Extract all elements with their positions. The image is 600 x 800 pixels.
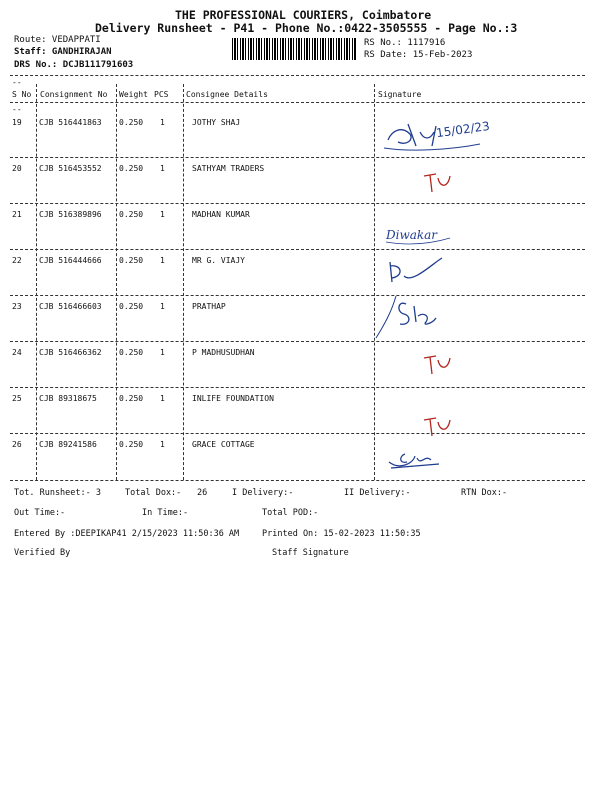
row-dots: -- bbox=[12, 105, 22, 114]
signature-row-19 bbox=[380, 112, 505, 156]
row-pcs: 1 bbox=[160, 118, 165, 127]
staff-label: Staff: GANDHIRAJAN bbox=[14, 47, 112, 57]
row-consignment: CJB 516453552 bbox=[39, 164, 102, 173]
row-rule bbox=[10, 295, 585, 296]
row-rule bbox=[10, 249, 585, 250]
signature-row-25 bbox=[418, 412, 458, 442]
signature-date: 15/02/23 bbox=[435, 118, 491, 141]
i-delivery: I Delivery:- bbox=[232, 488, 294, 498]
row-pcs: 1 bbox=[160, 348, 165, 357]
staff-signature: Staff Signature bbox=[272, 548, 349, 558]
row-pcs: 1 bbox=[160, 302, 165, 311]
row-pcs: 1 bbox=[160, 164, 165, 173]
ii-delivery: II Delivery:- bbox=[344, 488, 411, 498]
row-consignee: P MADHUSUDHAN bbox=[192, 348, 255, 357]
dox-count: 26 bbox=[197, 488, 208, 498]
row-consignment: CJB 89241586 bbox=[39, 440, 97, 449]
row-weight: 0.250 bbox=[119, 394, 144, 403]
row-consignment: CJB 516466603 bbox=[39, 302, 102, 311]
row-consignee: JOTHY SHAJ bbox=[192, 118, 241, 127]
row-rule bbox=[10, 480, 585, 481]
row-consignee: INLIFE FOUNDATION bbox=[192, 394, 274, 403]
col-separator bbox=[116, 84, 117, 480]
col-consignee: Consignee Details bbox=[186, 90, 268, 99]
row-consignment: CJB 516444666 bbox=[39, 256, 102, 265]
row-consignee: MR G. VIAJY bbox=[192, 256, 245, 265]
row-pcs: 1 bbox=[160, 210, 165, 219]
row-weight: 0.250 bbox=[119, 348, 144, 357]
header-bottom-rule bbox=[10, 102, 585, 103]
header-top-rule bbox=[10, 75, 585, 76]
in-time: In Time:- bbox=[142, 508, 189, 518]
col-signature: Signature bbox=[378, 90, 422, 99]
entered-by: Entered By :DEEPIKAP41 2/15/2023 11:50:36 AM bbox=[14, 529, 240, 539]
verified-by: Verified By bbox=[14, 548, 71, 558]
row-rule bbox=[10, 387, 585, 388]
col-separator bbox=[36, 84, 37, 480]
row-sno: 24 bbox=[12, 348, 22, 357]
row-sno: 26 bbox=[12, 440, 22, 449]
out-time: Out Time:- bbox=[14, 508, 66, 518]
row-sno: 20 bbox=[12, 164, 22, 173]
row-consignment: CJB 516441863 bbox=[39, 118, 102, 127]
col-sno: S No bbox=[12, 90, 32, 99]
row-consignee: MADHAN KUMAR bbox=[192, 210, 250, 219]
row-consignment: CJB 89318675 bbox=[39, 394, 97, 403]
total-pod: Total POD:- bbox=[262, 508, 319, 518]
signature-row-20 bbox=[418, 168, 458, 198]
runsheet-subtitle: Delivery Runsheet - P41 - Phone No.:0422-3505555 - Page No.:3 bbox=[95, 21, 518, 35]
route-label: Route: VEDAPPATI bbox=[14, 35, 101, 45]
signature-row-26 bbox=[385, 446, 445, 474]
row-consignment: CJB 516466362 bbox=[39, 348, 102, 357]
col-consignment: Consignment No bbox=[40, 90, 108, 99]
signature-row-23 bbox=[372, 292, 442, 342]
row-consignee: GRACE COTTAGE bbox=[192, 440, 255, 449]
row-consignee: SATHYAM TRADERS bbox=[192, 164, 265, 173]
row-sno: 25 bbox=[12, 394, 22, 403]
tot-runsheet: Tot. Runsheet:- 3 bbox=[14, 488, 101, 498]
drs-label: DRS No.: DCJB111791603 bbox=[14, 60, 134, 70]
rs-number: RS No.: 1117916 bbox=[364, 38, 446, 48]
row-weight: 0.250 bbox=[119, 256, 144, 265]
col-separator bbox=[183, 84, 184, 480]
row-pcs: 1 bbox=[160, 256, 165, 265]
row-sno: 23 bbox=[12, 302, 22, 311]
row-weight: 0.250 bbox=[119, 164, 144, 173]
row-weight: 0.250 bbox=[119, 118, 144, 127]
row-pcs: 1 bbox=[160, 440, 165, 449]
col-weight: Weight bbox=[119, 90, 148, 99]
row-rule bbox=[10, 157, 585, 158]
row-rule bbox=[10, 203, 585, 204]
row-sno: 22 bbox=[12, 256, 22, 265]
row-sno: 19 bbox=[12, 118, 22, 127]
barcode-image bbox=[232, 38, 357, 60]
signature-row-24 bbox=[418, 350, 458, 380]
row-rule bbox=[10, 433, 585, 434]
header-dots: -- bbox=[12, 78, 22, 87]
total-dox: Total Dox:- bbox=[125, 488, 182, 498]
signature-row-21 bbox=[380, 222, 460, 248]
col-pcs: PCS bbox=[154, 90, 169, 99]
printed-on: Printed On: 15-02-2023 11:50:35 bbox=[262, 529, 421, 539]
rs-date: RS Date: 15-Feb-2023 bbox=[364, 50, 473, 60]
row-weight: 0.250 bbox=[119, 210, 144, 219]
rtn-dox: RTN Dox:- bbox=[461, 488, 508, 498]
signature-row-22 bbox=[382, 254, 452, 294]
row-sno: 21 bbox=[12, 210, 22, 219]
row-consignment: CJB 516389896 bbox=[39, 210, 102, 219]
row-rule bbox=[10, 341, 585, 342]
row-weight: 0.250 bbox=[119, 440, 144, 449]
row-consignee: PRATHAP bbox=[192, 302, 226, 311]
company-title: THE PROFESSIONAL COURIERS, Coimbatore bbox=[175, 8, 432, 22]
signature-name: Diwakar bbox=[386, 228, 438, 242]
row-weight: 0.250 bbox=[119, 302, 144, 311]
row-pcs: 1 bbox=[160, 394, 165, 403]
col-separator bbox=[374, 84, 375, 480]
